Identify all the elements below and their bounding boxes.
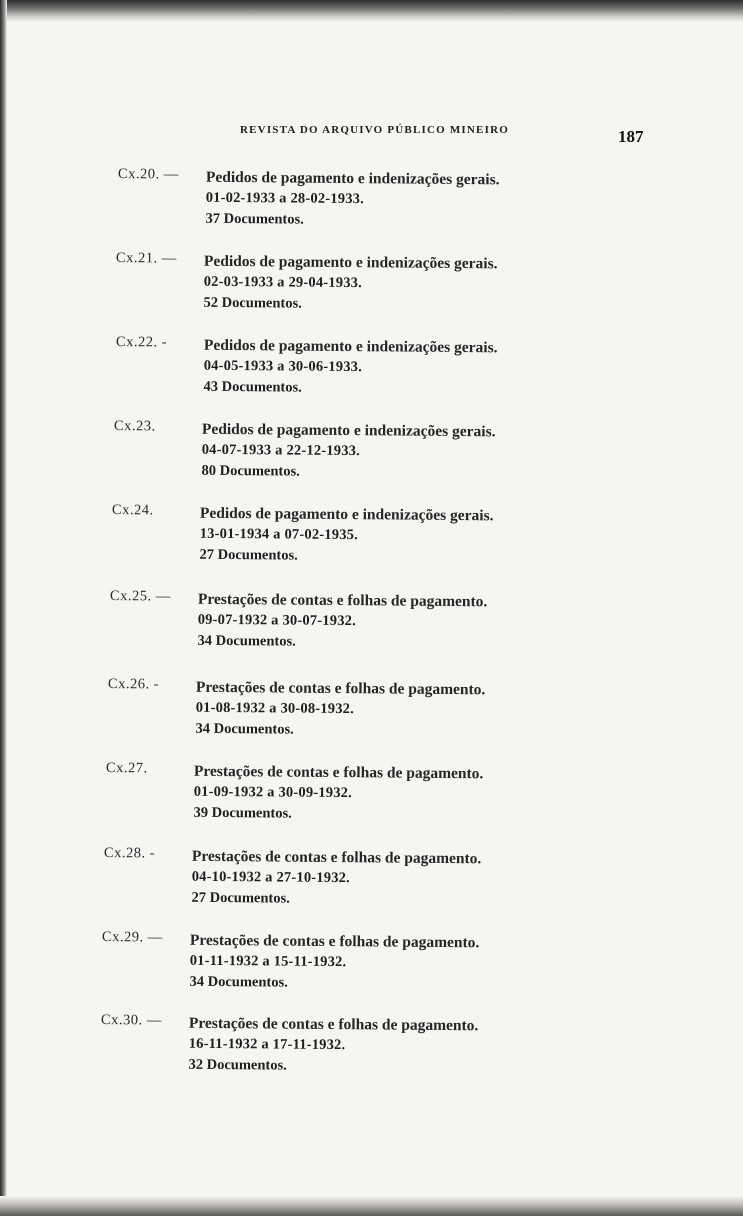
page-number: 187: [618, 127, 644, 146]
entry-lines: [188, 1013, 659, 1080]
entry-cx20: [117, 166, 678, 228]
page-header: [0, 124, 743, 154]
entry-description: Prestações de contas e folhas de pagamento.: [191, 847, 482, 868]
box-id: Cx.23.: [113, 418, 156, 435]
running-head: REVISTA DO ARQUIVO PÚBLICO MINEIRO: [240, 124, 509, 136]
entry-date-range: 01-09-1932 a 30-09-1932.: [193, 783, 353, 802]
scan-edge-left: [0, 0, 7, 1216]
entry-description: Prestações de contas e folhas de pagamento.: [195, 678, 486, 699]
entry-cx27: [105, 760, 666, 822]
entry-cx23: [113, 418, 674, 480]
box-id: Cx.25. —: [109, 588, 171, 605]
entry-date-range: 16-11-1932 a 17-11-1932.: [188, 1035, 346, 1054]
entry-document-count: 34 Documentos.: [197, 632, 296, 650]
entry-lines: [199, 503, 670, 570]
scan-edge-bottom: [0, 1196, 743, 1216]
scan-edge-top: [0, 0, 743, 22]
entry-cx24: [111, 502, 672, 564]
entry-date-range: 01-08-1932 a 30-08-1932.: [195, 699, 355, 718]
entry-description: Pedidos de pagamento e indenizações gerais.: [203, 336, 498, 357]
box-id: Cx.28. -: [103, 845, 156, 862]
box-id: Cx.21. —: [115, 250, 177, 267]
entry-description: Pedidos de pagamento e indenizações gerais.: [205, 168, 500, 189]
entry-date-range: 09-07-1932 a 30-07-1932.: [197, 611, 357, 630]
entry-document-count: 32 Documentos.: [188, 1056, 287, 1074]
entry-date-range: 04-05-1933 a 30-06-1933.: [203, 357, 363, 376]
entry-lines: [203, 335, 674, 402]
entry-lines: [191, 846, 662, 913]
entry-description: Pedidos de pagamento e indenizações gerais.: [203, 252, 498, 273]
entry-cx28: [103, 845, 664, 907]
entry-document-count: 80 Documentos.: [201, 462, 300, 480]
box-id: Cx.26. -: [107, 676, 160, 693]
entry-document-count: 37 Documentos.: [205, 210, 304, 228]
box-id: Cx.30. —: [100, 1012, 162, 1029]
entry-document-count: 34 Documentos.: [195, 720, 294, 738]
entry-lines: [189, 930, 660, 997]
entry-lines: [195, 677, 666, 744]
entry-date-range: 01-02-1933 a 28-02-1933.: [205, 189, 365, 208]
entry-lines: [203, 251, 674, 318]
entry-cx21: [115, 250, 676, 312]
entry-lines: [197, 589, 668, 656]
entry-lines: [193, 761, 664, 828]
box-id: Cx.22. -: [115, 334, 168, 351]
entry-cx26: [107, 676, 668, 738]
entry-cx25: [109, 588, 670, 650]
entry-description: Pedidos de pagamento e indenizações gerais.: [199, 504, 494, 525]
entry-description: Prestações de contas e folhas de pagamento.: [193, 762, 484, 783]
entry-cx22: [115, 334, 676, 396]
entry-date-range: 02-03-1933 a 29-04-1933.: [203, 273, 363, 292]
entry-description: Pedidos de pagamento e indenizações gerais.: [201, 420, 496, 441]
box-id: Cx.27.: [105, 760, 148, 777]
entry-description: Prestações de contas e folhas de pagamento.: [189, 931, 480, 952]
box-id: Cx.24.: [111, 502, 154, 519]
entry-date-range: 01-11-1932 a 15-11-1932.: [189, 952, 347, 971]
entry-document-count: 34 Documentos.: [189, 973, 288, 991]
entry-cx29: [101, 929, 662, 991]
entry-document-count: 52 Documentos.: [203, 294, 302, 312]
entry-document-count: 43 Documentos.: [203, 378, 302, 396]
entry-document-count: 27 Documentos.: [191, 889, 290, 907]
entry-date-range: 13-01-1934 a 07-02-1935.: [199, 525, 359, 544]
box-id: Cx.20. —: [117, 166, 179, 183]
entry-lines: [201, 419, 672, 486]
entry-document-count: 27 Documentos.: [199, 546, 298, 564]
box-id: Cx.29. —: [101, 929, 163, 946]
entry-cx30: [100, 1012, 661, 1074]
entry-date-range: 04-10-1932 a 27-10-1932.: [191, 868, 351, 887]
entry-date-range: 04-07-1933 a 22-12-1933.: [201, 441, 361, 460]
entry-description: Prestações de contas e folhas de pagamento.: [197, 590, 488, 611]
entry-document-count: 39 Documentos.: [193, 804, 292, 822]
entry-lines: [205, 167, 676, 234]
entry-description: Prestações de contas e folhas de pagamento.: [188, 1014, 479, 1035]
